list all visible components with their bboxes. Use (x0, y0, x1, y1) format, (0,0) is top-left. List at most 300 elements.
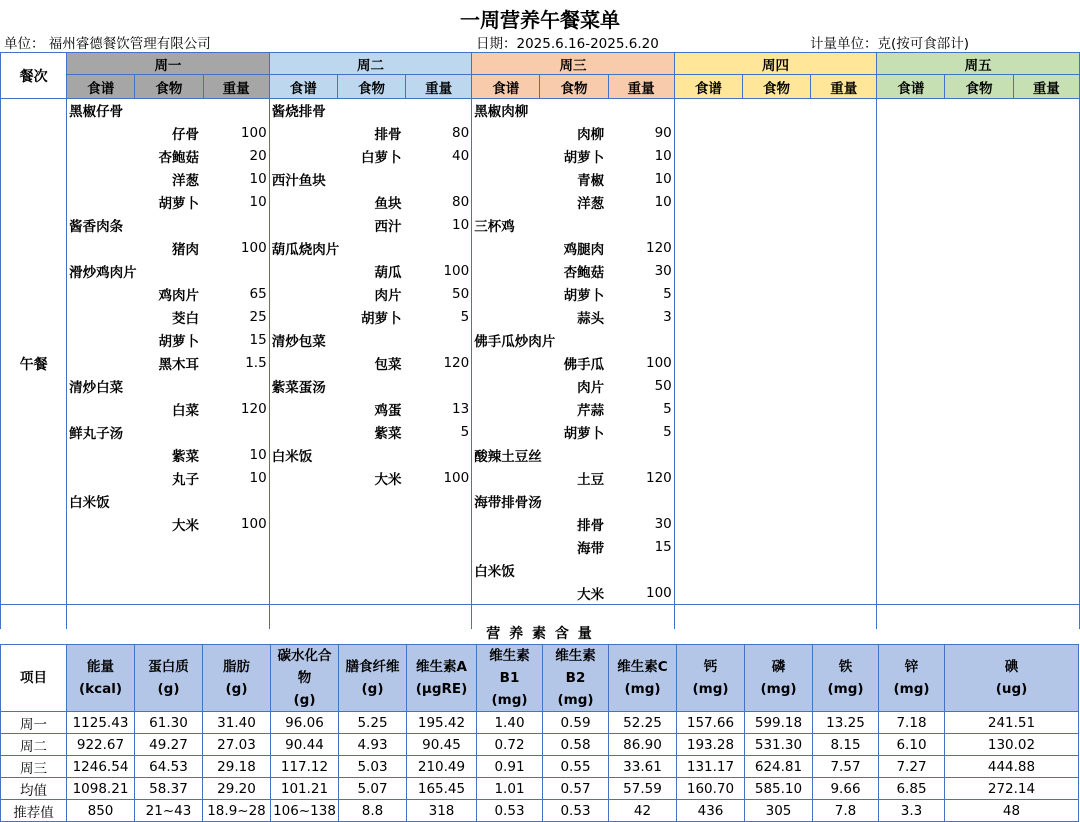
item-header (1, 645, 67, 712)
food-weight: 100 (203, 513, 269, 536)
food-name: 鸡蛋 (374, 403, 402, 419)
food-name (945, 283, 1013, 306)
recipe-cell (472, 398, 540, 421)
food-name: 排骨 (577, 518, 605, 534)
food-weight (811, 513, 877, 536)
food-name: 青椒 (577, 173, 605, 189)
food-name: 洋葱 (172, 173, 200, 189)
nutrient-value: 160.70 (677, 778, 745, 800)
nutrient-value: 7.8 (813, 800, 879, 822)
row-label: 周一 (1, 712, 67, 734)
day-header: 周三 (472, 53, 675, 75)
food-weight: 10 (608, 191, 674, 214)
food-name: 胡萝卜 (563, 288, 605, 304)
food-name: 胡萝卜 (361, 311, 402, 327)
nutrient-header (67, 645, 135, 712)
nutrient-header (677, 645, 745, 712)
nutrient-value: 0.55 (543, 756, 609, 778)
unit-label: 单位： 福州睿德餐饮管理有限公司 (4, 36, 211, 52)
header-line: B2 (565, 670, 586, 686)
food-name (945, 306, 1013, 329)
nutrient-value: 1098.21 (67, 778, 135, 800)
food-name (945, 421, 1013, 444)
recipe-cell (674, 329, 742, 352)
nutrient-value: 241.51 (945, 712, 1079, 734)
recipe-cell (674, 490, 742, 513)
dish-name: 酱香肉条 (67, 214, 270, 237)
recipe-cell (877, 467, 945, 490)
recipe-cell (472, 260, 540, 283)
food-weight (406, 559, 472, 582)
food-name (945, 191, 1013, 214)
dish-name: 滑炒鸡肉片 (67, 260, 270, 283)
food-name: 大米 (172, 518, 200, 534)
food-name (337, 582, 405, 605)
food-name (742, 237, 810, 260)
food-weight (811, 421, 877, 444)
nutrition-table (0, 644, 1079, 822)
header-line: 维生素 (555, 648, 596, 664)
food-name (945, 444, 1013, 467)
nutrient-value: 101.21 (271, 778, 339, 800)
food-weight: 50 (608, 375, 674, 398)
food-weight (1013, 283, 1079, 306)
dish-name: 黑椒仔骨 (67, 99, 270, 122)
food-name: 海带 (577, 541, 605, 557)
nutrient-value: 90.45 (407, 734, 477, 756)
food-weight: 5 (608, 421, 674, 444)
recipe-cell (472, 237, 540, 260)
food-weight (1013, 260, 1079, 283)
dish-name: 酱烧排骨 (269, 99, 472, 122)
recipe-cell (269, 398, 337, 421)
food-weight (811, 260, 877, 283)
food-weight (1013, 306, 1079, 329)
food-weight (406, 536, 472, 559)
food-name (742, 513, 810, 536)
nutrient-value: 106~138 (271, 800, 339, 822)
recipe-cell (67, 352, 135, 375)
recipe-cell (877, 237, 945, 260)
nutrient-value: 29.18 (203, 756, 271, 778)
food-name (945, 260, 1013, 283)
food-name (742, 536, 810, 559)
recipe-cell (674, 444, 742, 467)
dish-name: 紫菜蛋汤 (269, 375, 472, 398)
nutrient-value: 585.10 (745, 778, 813, 800)
food-name (945, 214, 1013, 237)
food-weight (811, 329, 877, 352)
sub-header: 食谱 (67, 75, 135, 99)
food-name: 紫菜 (172, 449, 200, 465)
meal-name: 午餐 (1, 99, 67, 629)
food-weight: 10 (608, 168, 674, 191)
recipe-cell (67, 329, 135, 352)
nutrient-value: 5.25 (339, 712, 407, 734)
recipe-cell (67, 168, 135, 191)
food-name: 肉片 (374, 288, 402, 304)
food-weight (1013, 513, 1079, 536)
sub-header: 重量 (203, 75, 269, 99)
recipe-cell (674, 467, 742, 490)
food-weight: 10 (203, 168, 269, 191)
food-name: 猪肉 (172, 242, 200, 258)
header-line: (g) (225, 681, 248, 697)
food-weight: 100 (608, 352, 674, 375)
food-name (337, 513, 405, 536)
nutrient-value: 850 (67, 800, 135, 822)
food-weight: 10 (203, 191, 269, 214)
recipe-cell (472, 352, 540, 375)
nutrient-value: 193.28 (677, 734, 745, 756)
food-weight: 5 (406, 421, 472, 444)
food-weight (811, 398, 877, 421)
recipe-cell (67, 145, 135, 168)
recipe-cell (269, 145, 337, 168)
recipe-cell (472, 306, 540, 329)
recipe-cell (67, 191, 135, 214)
food-weight (406, 490, 472, 513)
divider (0, 604, 1080, 623)
nutrient-value: 0.53 (477, 800, 543, 822)
nutrient-value: 1.40 (477, 712, 543, 734)
nutrient-value: 49.27 (135, 734, 203, 756)
food-name: 仔骨 (172, 127, 200, 143)
header-line: 膳食纤维 (345, 659, 400, 675)
food-weight: 80 (406, 122, 472, 145)
recipe-cell (877, 375, 945, 398)
food-name (742, 375, 810, 398)
food-weight: 10 (203, 444, 269, 467)
food-weight (811, 191, 877, 214)
nutrient-value: 52.25 (609, 712, 677, 734)
recipe-cell (877, 513, 945, 536)
food-weight (811, 122, 877, 145)
food-name (742, 559, 810, 582)
food-name (945, 145, 1013, 168)
recipe-cell (877, 99, 945, 122)
recipe-cell (674, 99, 742, 122)
food-weight: 100 (406, 260, 472, 283)
food-weight: 5 (608, 398, 674, 421)
nutrient-header (879, 645, 945, 712)
nutrient-header (745, 645, 813, 712)
recipe-cell (877, 214, 945, 237)
food-weight: 20 (203, 145, 269, 168)
nutrient-value: 6.85 (879, 778, 945, 800)
recipe-cell (472, 536, 540, 559)
food-weight (203, 536, 269, 559)
sub-header: 食谱 (674, 75, 742, 99)
header-line: (g) (157, 681, 180, 697)
food-weight: 100 (406, 467, 472, 490)
recipe-cell (269, 191, 337, 214)
nutrient-value: 0.91 (477, 756, 543, 778)
food-weight (811, 145, 877, 168)
recipe-cell (877, 582, 945, 605)
food-weight (811, 559, 877, 582)
nutrient-value: 86.90 (609, 734, 677, 756)
food-name (742, 444, 810, 467)
food-name: 白萝卜 (361, 150, 402, 166)
nutrient-header (477, 645, 543, 712)
food-name: 胡萝卜 (158, 334, 200, 350)
header-line: 碘 (1004, 659, 1019, 675)
food-weight (1013, 398, 1079, 421)
nutrient-value: 0.57 (543, 778, 609, 800)
food-weight: 90 (608, 122, 674, 145)
food-name (742, 467, 810, 490)
header-line: (g) (293, 692, 316, 708)
header-line: (ug) (995, 681, 1028, 697)
food-name (742, 99, 810, 122)
header-line: (mg) (827, 681, 864, 697)
food-name (742, 398, 810, 421)
recipe-cell (674, 237, 742, 260)
meal-header: 餐次 (1, 53, 67, 99)
food-name (337, 559, 405, 582)
food-name (742, 122, 810, 145)
header-line: 维生素C (617, 659, 668, 675)
nutrient-header (339, 645, 407, 712)
nutrient-value: 7.57 (813, 756, 879, 778)
recipe-cell (269, 559, 337, 582)
food-name (742, 421, 810, 444)
food-name (945, 122, 1013, 145)
food-weight (1013, 352, 1079, 375)
food-name: 丸子 (172, 472, 200, 488)
food-weight: 120 (608, 467, 674, 490)
dish-name: 清炒白菜 (67, 375, 270, 398)
header-line: 维生素A (416, 659, 467, 675)
food-name: 肉柳 (577, 127, 605, 143)
recipe-cell (269, 352, 337, 375)
nutrient-value: 922.67 (67, 734, 135, 756)
recipe-cell (67, 306, 135, 329)
nutrition-title: 营 养 素 含 量 (486, 626, 594, 642)
header-line: 锌 (904, 659, 919, 675)
dish-name: 黑椒肉柳 (472, 99, 675, 122)
nutrient-value: 57.59 (609, 778, 677, 800)
nutrient-value: 90.44 (271, 734, 339, 756)
food-weight (811, 306, 877, 329)
food-name (945, 582, 1013, 605)
recipe-cell (877, 352, 945, 375)
food-name: 蒜头 (577, 311, 605, 327)
header-line: 钙 (703, 659, 718, 675)
food-name (945, 467, 1013, 490)
nutrient-value: 599.18 (745, 712, 813, 734)
header-line: (g) (361, 681, 384, 697)
recipe-cell (67, 536, 135, 559)
header-line: (mg) (893, 681, 930, 697)
food-weight (1013, 122, 1079, 145)
food-weight: 30 (608, 260, 674, 283)
header-line: (kcal) (78, 681, 123, 697)
recipe-cell (674, 559, 742, 582)
food-name: 胡萝卜 (563, 150, 605, 166)
nutrient-value: 272.14 (945, 778, 1079, 800)
dish-name: 三杯鸡 (472, 214, 675, 237)
recipe-cell (67, 122, 135, 145)
food-name (742, 306, 810, 329)
nutrient-value: 0.59 (543, 712, 609, 734)
nutrient-header (407, 645, 477, 712)
food-weight (1013, 145, 1079, 168)
food-weight (811, 214, 877, 237)
day-header: 周五 (877, 53, 1080, 75)
nutrient-value: 4.93 (339, 734, 407, 756)
header-line: (mg) (760, 681, 797, 697)
food-weight (1013, 559, 1079, 582)
food-weight (1013, 444, 1079, 467)
food-weight: 120 (406, 352, 472, 375)
food-weight (811, 99, 877, 122)
header-line: (mg) (624, 681, 661, 697)
recipe-cell (472, 283, 540, 306)
recipe-cell (674, 191, 742, 214)
recipe-cell (269, 260, 337, 283)
food-weight: 15 (203, 329, 269, 352)
recipe-cell (472, 513, 540, 536)
food-weight: 30 (608, 513, 674, 536)
food-name (742, 490, 810, 513)
food-name: 胡萝卜 (158, 196, 200, 212)
food-name: 黑木耳 (158, 357, 200, 373)
recipe-cell (269, 306, 337, 329)
row-label: 周三 (1, 756, 67, 778)
nutrient-value: 61.30 (135, 712, 203, 734)
food-name (742, 352, 810, 375)
food-name: 杏鲍菇 (158, 150, 200, 166)
food-name: 洋葱 (577, 196, 605, 212)
recipe-cell (67, 283, 135, 306)
header-line: (μgRE) (415, 681, 468, 697)
measure-label: 计量单位：克(按可食部计) (810, 36, 970, 52)
dish-name: 白米饭 (472, 559, 675, 582)
recipe-cell (877, 398, 945, 421)
recipe-cell (472, 467, 540, 490)
food-name: 土豆 (577, 472, 605, 488)
food-name: 白菜 (172, 403, 200, 419)
nutrient-value: 157.66 (677, 712, 745, 734)
food-weight (1013, 536, 1079, 559)
nutrient-value: 21~43 (135, 800, 203, 822)
food-weight: 13 (406, 398, 472, 421)
recipe-cell (877, 122, 945, 145)
food-weight (406, 513, 472, 536)
food-name (742, 191, 810, 214)
recipe-cell (674, 352, 742, 375)
food-name: 紫菜 (374, 426, 402, 442)
recipe-cell (674, 145, 742, 168)
nutrient-value: 18.9~28 (203, 800, 271, 822)
food-weight (1013, 375, 1079, 398)
food-name: 西汁 (374, 219, 402, 235)
food-weight (1013, 237, 1079, 260)
food-name: 排骨 (374, 127, 402, 143)
nutrient-value: 42 (609, 800, 677, 822)
sub-header: 重量 (608, 75, 674, 99)
header-line: 项目 (20, 670, 47, 686)
header-line: 脂肪 (223, 659, 250, 675)
nutrient-value: 8.8 (339, 800, 407, 822)
food-weight (406, 582, 472, 605)
food-weight: 100 (608, 582, 674, 605)
sub-header: 重量 (1013, 75, 1079, 99)
nutrient-value: 130.02 (945, 734, 1079, 756)
header-line: (mg) (557, 692, 594, 708)
nutrient-header (203, 645, 271, 712)
dish-name: 白米饭 (67, 490, 270, 513)
nutrient-value: 0.58 (543, 734, 609, 756)
row-label: 周二 (1, 734, 67, 756)
food-name: 葫瓜 (374, 265, 402, 281)
recipe-cell (67, 398, 135, 421)
food-name (742, 329, 810, 352)
day-header: 周一 (67, 53, 270, 75)
nutrient-value: 165.45 (407, 778, 477, 800)
food-name (945, 168, 1013, 191)
recipe-cell (674, 306, 742, 329)
food-name: 鸡腿肉 (563, 242, 605, 258)
recipe-cell (472, 421, 540, 444)
nutrient-value: 1246.54 (67, 756, 135, 778)
recipe-cell (269, 122, 337, 145)
nutrient-value: 0.53 (543, 800, 609, 822)
recipe-cell (877, 536, 945, 559)
food-weight: 5 (406, 306, 472, 329)
food-name (337, 490, 405, 513)
food-weight: 80 (406, 191, 472, 214)
recipe-cell (269, 214, 337, 237)
food-weight: 65 (203, 283, 269, 306)
header-line: (mg) (692, 681, 729, 697)
food-name: 肉片 (577, 380, 605, 396)
recipe-cell (674, 122, 742, 145)
recipe-cell (674, 398, 742, 421)
header-line: (mg) (491, 692, 528, 708)
header-line: 蛋白质 (148, 659, 189, 675)
nutrient-value: 48 (945, 800, 1079, 822)
recipe-cell (674, 168, 742, 191)
recipe-cell (269, 582, 337, 605)
food-name (945, 352, 1013, 375)
food-name (945, 559, 1013, 582)
nutrient-value: 33.61 (609, 756, 677, 778)
food-weight (1013, 191, 1079, 214)
sub-header: 重量 (811, 75, 877, 99)
food-weight: 10 (608, 145, 674, 168)
nutrient-value: 0.72 (477, 734, 543, 756)
food-weight (811, 375, 877, 398)
food-weight: 15 (608, 536, 674, 559)
nutrient-header (609, 645, 677, 712)
food-weight: 1.5 (203, 352, 269, 375)
food-weight (811, 490, 877, 513)
date-label: 日期：2025.6.16-2025.6.20 (476, 36, 659, 52)
recipe-cell (877, 559, 945, 582)
food-weight (1013, 582, 1079, 605)
food-name (742, 283, 810, 306)
food-name (945, 398, 1013, 421)
recipe-cell (269, 283, 337, 306)
food-name: 包菜 (374, 357, 402, 373)
recipe-cell (877, 329, 945, 352)
dish-name: 清炒包菜 (269, 329, 472, 352)
recipe-cell (877, 145, 945, 168)
header-line: 铁 (838, 659, 853, 675)
